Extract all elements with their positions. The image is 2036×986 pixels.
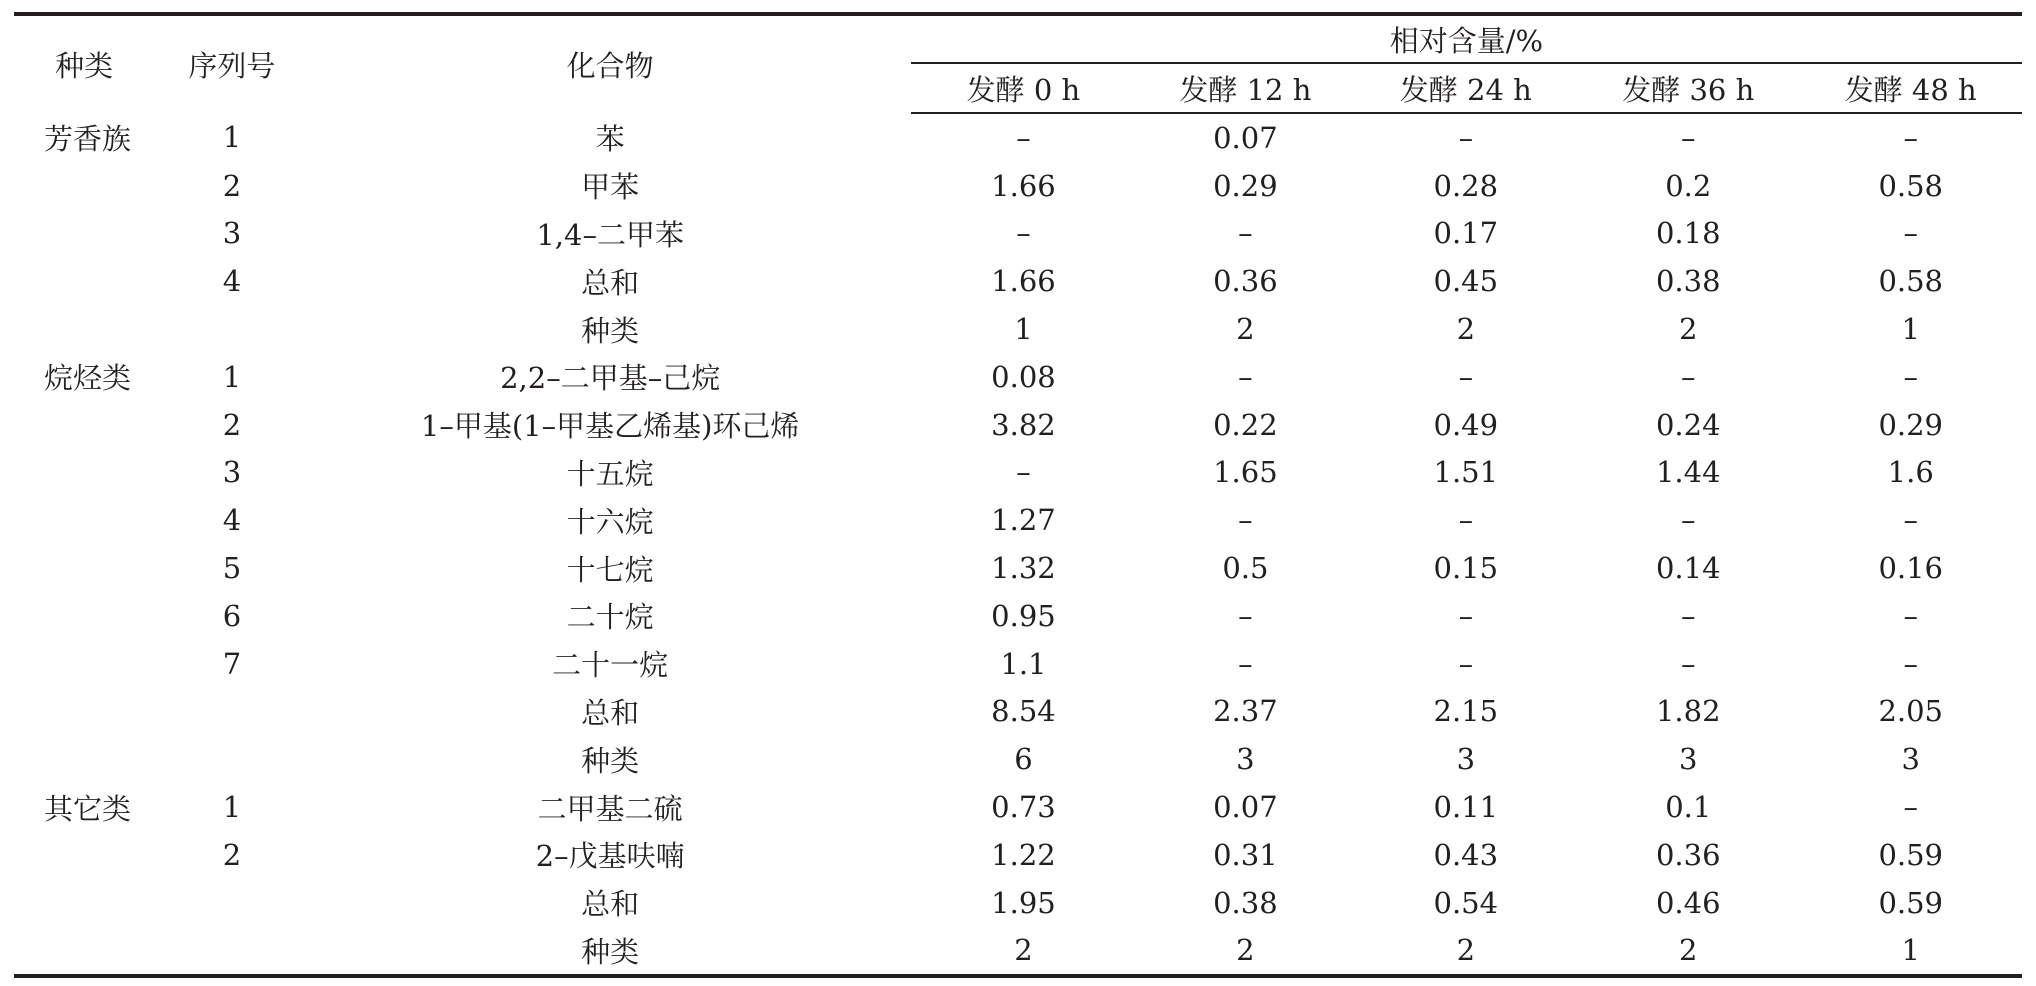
header-time-36: 发酵 36 h xyxy=(1577,63,1799,113)
table-row xyxy=(14,783,2022,831)
value-cell: 0.59 xyxy=(1878,837,1944,872)
value-cell: 3.82 xyxy=(991,407,1056,442)
value-cell: 1.66 xyxy=(991,264,1056,299)
header-compound: 化合物 xyxy=(310,14,911,113)
value-cell: – xyxy=(1903,216,1918,251)
value-cell: 1.95 xyxy=(991,885,1056,920)
value-cell: 3 xyxy=(1679,742,1698,777)
table-row xyxy=(14,735,2022,783)
compound-table xyxy=(14,12,2022,978)
value-cell: 3 xyxy=(1456,742,1476,777)
value-cell: 2 xyxy=(1679,312,1698,347)
table-row xyxy=(14,592,2022,640)
value-cell: 2.37 xyxy=(1213,694,1278,729)
seq-cell xyxy=(154,688,309,736)
category-cell xyxy=(14,688,154,736)
value-cell: 1.51 xyxy=(1433,455,1499,490)
category-cell xyxy=(14,831,154,879)
compound-cell: 苯 xyxy=(595,121,625,156)
table-row xyxy=(14,544,2022,592)
value-cell: – xyxy=(1238,598,1253,633)
seq-cell xyxy=(154,927,309,977)
category-cell xyxy=(14,640,154,688)
header-time-12: 发酵 12 h xyxy=(1136,63,1354,113)
value-cell: 2.15 xyxy=(1433,694,1499,729)
seq-cell: 6 xyxy=(222,598,242,633)
compound-cell: 甲苯 xyxy=(581,170,640,205)
value-cell: 0.49 xyxy=(1433,407,1499,442)
category-cell xyxy=(14,257,154,305)
value-cell: 0.95 xyxy=(991,598,1056,633)
table-header xyxy=(14,14,2022,113)
value-cell: 0.58 xyxy=(1878,264,1944,299)
value-cell: 0.36 xyxy=(1655,837,1721,872)
header-relative-content: 相对含量/% xyxy=(911,14,2022,63)
compound-cell: 种类 xyxy=(581,313,640,348)
value-cell: 0.36 xyxy=(1213,264,1278,299)
value-cell: 0.16 xyxy=(1878,551,1944,586)
value-cell: 0.1 xyxy=(1665,790,1712,825)
value-cell: – xyxy=(1903,646,1918,681)
table-row xyxy=(14,831,2022,879)
value-cell: 0.28 xyxy=(1433,168,1499,203)
value-cell: 1.65 xyxy=(1213,455,1278,490)
value-cell: 0.43 xyxy=(1433,837,1499,872)
value-cell: 0.29 xyxy=(1213,168,1278,203)
value-cell: – xyxy=(1681,359,1696,394)
category-cell xyxy=(14,496,154,544)
table-row xyxy=(14,113,2022,162)
value-cell: 0.11 xyxy=(1433,790,1499,825)
value-cell: 8.54 xyxy=(991,694,1056,729)
value-cell: – xyxy=(1458,598,1474,633)
category-cell xyxy=(14,592,154,640)
seq-cell: 1 xyxy=(222,120,242,155)
seq-cell xyxy=(154,305,309,353)
seq-cell: 1 xyxy=(222,359,242,394)
value-cell: – xyxy=(1016,216,1031,251)
value-cell: 1.27 xyxy=(991,503,1056,538)
table-body xyxy=(14,113,2022,976)
compound-cell: 十六烷 xyxy=(566,504,654,539)
value-cell: 6 xyxy=(1014,742,1033,777)
compound-cell: 1–甲基(1–甲基乙烯基)环己烯 xyxy=(420,409,800,444)
compound-cell: 种类 xyxy=(581,743,640,778)
value-cell: 1.22 xyxy=(991,837,1056,872)
compound-cell: 二甲基二硫 xyxy=(537,791,683,826)
category-cell: 其它类 xyxy=(44,791,132,826)
compound-cell: 总和 xyxy=(581,265,640,300)
value-cell: 0.22 xyxy=(1213,407,1278,442)
value-cell: – xyxy=(1458,503,1474,538)
seq-cell: 1 xyxy=(222,790,242,825)
value-cell: 3 xyxy=(1236,742,1255,777)
category-cell xyxy=(14,927,154,977)
category-cell xyxy=(14,162,154,210)
value-cell: 0.07 xyxy=(1213,790,1278,825)
value-cell: 1.32 xyxy=(991,551,1056,586)
seq-cell: 2 xyxy=(222,837,242,872)
value-cell: 0.46 xyxy=(1655,885,1721,920)
value-cell: 0.08 xyxy=(991,359,1056,394)
value-cell: 1 xyxy=(1014,312,1033,347)
value-cell: 1.6 xyxy=(1887,455,1934,490)
value-cell: – xyxy=(1681,120,1696,155)
value-cell: 0.45 xyxy=(1433,264,1499,299)
table-row xyxy=(14,496,2022,544)
value-cell: – xyxy=(1903,598,1918,633)
category-cell xyxy=(14,544,154,592)
value-cell: 0.31 xyxy=(1213,837,1278,872)
value-cell: 0.38 xyxy=(1655,264,1721,299)
value-cell: 1.66 xyxy=(991,168,1056,203)
value-cell: – xyxy=(1903,120,1918,155)
table-row xyxy=(14,257,2022,305)
compound-cell: 1,4–二甲苯 xyxy=(536,217,684,252)
value-cell: 0.54 xyxy=(1433,885,1499,920)
value-cell: 1.82 xyxy=(1655,694,1721,729)
table-row xyxy=(14,688,2022,736)
header-time-0: 发酵 0 h xyxy=(911,63,1136,113)
value-cell: 1.1 xyxy=(1000,646,1047,681)
table-row xyxy=(14,640,2022,688)
value-cell: – xyxy=(1238,359,1253,394)
value-cell: 1.44 xyxy=(1655,455,1721,490)
seq-cell xyxy=(154,879,309,927)
value-cell: 2 xyxy=(1355,927,1577,977)
compound-cell: 2,2–二甲基–己烷 xyxy=(500,361,721,396)
value-cell: – xyxy=(1238,503,1253,538)
seq-cell: 3 xyxy=(222,216,242,251)
seq-cell xyxy=(154,735,309,783)
compound-cell: 种类 xyxy=(310,927,911,977)
seq-cell: 5 xyxy=(222,551,242,586)
value-cell: 2 xyxy=(1136,927,1354,977)
value-cell: 2 xyxy=(911,927,1136,977)
category-cell xyxy=(14,401,154,449)
compound-cell: 2–戊基呋喃 xyxy=(535,839,685,874)
compound-cell: 十七烷 xyxy=(566,552,654,587)
seq-cell: 2 xyxy=(222,407,242,442)
value-cell: 2 xyxy=(1577,927,1799,977)
value-cell: – xyxy=(1016,120,1031,155)
compound-cell: 总和 xyxy=(581,887,640,922)
value-cell: 0.2 xyxy=(1665,168,1712,203)
value-cell: – xyxy=(1903,503,1918,538)
value-cell: 2 xyxy=(1236,312,1255,347)
value-cell: 0.58 xyxy=(1878,168,1944,203)
value-cell: 1 xyxy=(1799,927,2022,977)
category-cell: 芳香族 xyxy=(44,121,132,156)
seq-cell: 4 xyxy=(222,264,242,299)
value-cell: 0.24 xyxy=(1655,407,1721,442)
value-cell: – xyxy=(1681,646,1696,681)
value-cell: 0.14 xyxy=(1655,551,1721,586)
value-cell: 0.07 xyxy=(1213,120,1278,155)
table-row xyxy=(14,162,2022,210)
header-category: 种类 xyxy=(14,14,154,113)
value-cell: 2 xyxy=(1456,312,1476,347)
value-cell: – xyxy=(1238,646,1253,681)
value-cell: – xyxy=(1681,598,1696,633)
seq-cell: 3 xyxy=(222,455,242,490)
value-cell: – xyxy=(1681,503,1696,538)
value-cell: – xyxy=(1238,216,1253,251)
seq-cell: 2 xyxy=(222,168,242,203)
value-cell: 0.15 xyxy=(1433,551,1499,586)
category-cell xyxy=(14,735,154,783)
value-cell: 0.59 xyxy=(1878,885,1944,920)
header-time-24: 发酵 24 h xyxy=(1355,63,1577,113)
value-cell: 0.18 xyxy=(1655,216,1721,251)
table-row xyxy=(14,927,2022,977)
table-row xyxy=(14,449,2022,497)
value-cell: 0.17 xyxy=(1433,216,1499,251)
compound-cell: 二十烷 xyxy=(566,600,654,635)
seq-cell: 4 xyxy=(222,503,242,538)
value-cell: – xyxy=(1016,455,1031,490)
value-cell: 0.5 xyxy=(1222,551,1269,586)
value-cell: 0.29 xyxy=(1878,407,1944,442)
value-cell: – xyxy=(1458,646,1474,681)
value-cell: – xyxy=(1458,359,1474,394)
header-seq: 序列号 xyxy=(154,14,309,113)
category-cell: 烷烃类 xyxy=(44,361,132,396)
table-row xyxy=(14,401,2022,449)
table-row xyxy=(14,210,2022,258)
category-cell xyxy=(14,449,154,497)
table-row xyxy=(14,879,2022,927)
compound-cell: 总和 xyxy=(581,695,640,730)
compound-cell: 二十一烷 xyxy=(552,648,669,683)
value-cell: – xyxy=(1903,790,1918,825)
category-cell xyxy=(14,210,154,258)
value-cell: 0.38 xyxy=(1213,885,1278,920)
seq-cell: 7 xyxy=(222,646,242,681)
header-time-48: 发酵 48 h xyxy=(1799,63,2022,113)
value-cell: – xyxy=(1903,359,1918,394)
value-cell: 1 xyxy=(1901,312,1920,347)
value-cell: – xyxy=(1458,120,1474,155)
category-cell xyxy=(14,879,154,927)
compound-cell: 十五烷 xyxy=(566,456,654,491)
category-cell xyxy=(14,305,154,353)
value-cell: 2.05 xyxy=(1878,694,1944,729)
table-row xyxy=(14,353,2022,401)
value-cell: 3 xyxy=(1901,742,1920,777)
table-row xyxy=(14,305,2022,353)
value-cell: 0.73 xyxy=(991,790,1056,825)
